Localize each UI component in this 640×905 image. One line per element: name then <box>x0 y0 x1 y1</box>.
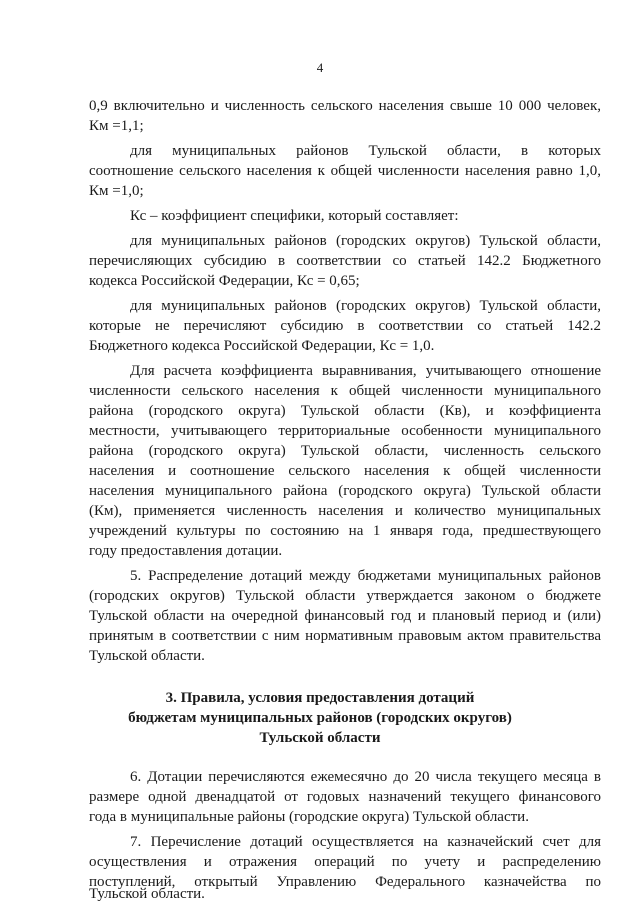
text-line: Тульской области. <box>89 886 205 902</box>
text-line: Кс – коэффициент специфики, который составляет: <box>130 208 459 224</box>
section-heading-line: бюджетам муниципальных районов (городских округов) <box>128 710 512 726</box>
text-line: Км =1,0; <box>89 183 144 199</box>
page-number: 4 <box>316 60 324 75</box>
text-line: местности, учитывающего территориальные особенности муниципального <box>89 423 601 439</box>
text-line: 6. Дотации перечисляются ежемесячно до 20 числа текущего месяца в <box>130 769 601 785</box>
text-line: (городских округов) Тульской области утверждается законом о бюджете <box>89 588 601 604</box>
text-line: 5. Распределение дотаций между бюджетами муниципальных районов <box>130 568 601 584</box>
text-line: соотношение сельского населения к общей численности населения равно 1,0, <box>89 163 601 179</box>
text-line: численности сельского населения к общей численности муниципального <box>89 383 601 399</box>
text-line: Км =1,1; <box>89 118 144 134</box>
text-line: 7. Перечисление дотаций осуществляется на казначейский счет для <box>130 834 601 850</box>
text-line: для муниципальных районов (городских округов) Тульской области, <box>130 233 601 249</box>
text-line: района (городского округа) Тульской области (Кв), и коэффициента <box>89 403 601 419</box>
text-line: которые не перечисляют субсидию в соответствии со статьей 142.2 <box>89 318 601 334</box>
text-line: кодекса Российской Федерации, Кс = 0,65; <box>89 273 360 289</box>
text-line: 0,9 включительно и численность сельского населения свыше 10 000 человек, <box>89 98 601 114</box>
text-line: размере одной двенадцатой от годовых назначений текущего финансового <box>89 789 601 805</box>
text-line: учреждений культуры по состоянию на 1 января года, предшествующего <box>89 523 601 539</box>
text-line: принятым в соответствии с ним нормативным правовым актом правительства <box>89 628 601 644</box>
text-line: для муниципальных районов (городских округов) Тульской области, <box>130 298 601 314</box>
text-line: перечисляющих субсидию в соответствии со статьей 142.2 Бюджетного <box>89 253 601 269</box>
text-line: Для расчета коэффициента выравнивания, учитывающего отношение <box>130 363 601 379</box>
text-line: населения муниципального района (городского округа) Тульской области <box>89 483 601 499</box>
section-heading-line: Тульской области <box>259 730 381 746</box>
text-line: района (городского округа) Тульской области, численность сельского <box>89 443 601 459</box>
text-line: Бюджетного кодекса Российской Федерации, Кс = 1,0. <box>89 338 435 354</box>
text-line: года в муниципальные районы (городские округа) Тульской области. <box>89 809 529 825</box>
text-line: Тульской области на очередной финансовый год и плановый период и (или) <box>89 608 601 624</box>
text-line: Тульской области. <box>89 648 205 664</box>
text-line: осуществления и отражения операций по учету и распределению <box>89 854 601 870</box>
section-heading-line: 3. Правила, условия предоставления дотаций <box>165 690 475 706</box>
text-line: поступлений, открытый Управлению Федерального казначейства по <box>89 874 601 890</box>
text-line: для муниципальных районов Тульской области, в которых <box>130 143 601 159</box>
text-line: году предоставления дотации. <box>89 543 283 559</box>
text-line: (Км), применяется численность населения и количество муниципальных <box>89 503 601 519</box>
text-line: населения и соотношение сельского населения к общей численности <box>89 463 601 479</box>
